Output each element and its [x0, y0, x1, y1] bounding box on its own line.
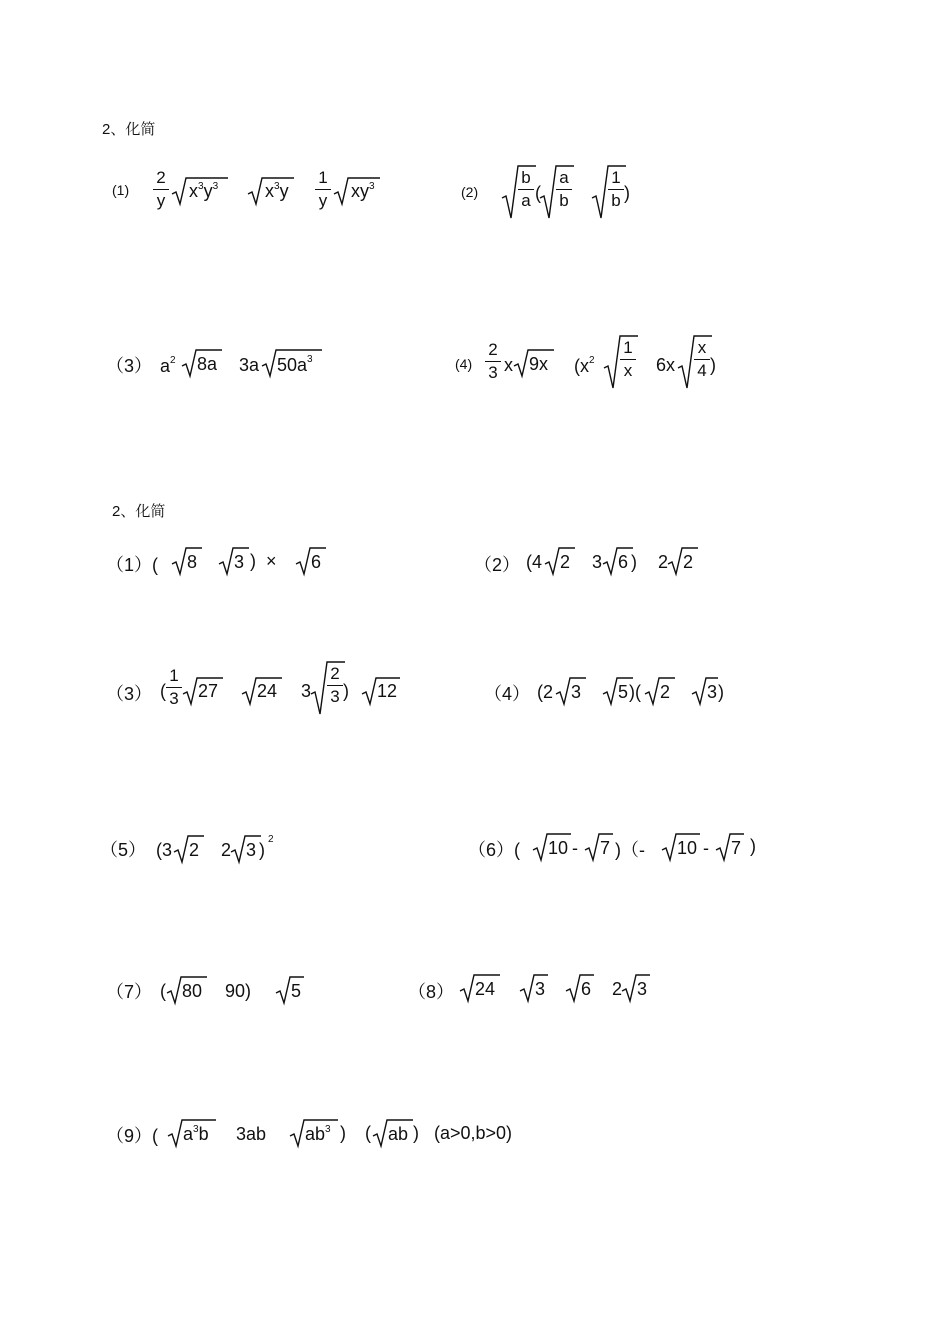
term: ($x^2$	[574, 355, 595, 376]
problem-label: (4)	[455, 356, 473, 372]
term: 6x	[656, 355, 676, 375]
radical: 3	[622, 973, 650, 1003]
radical: 7	[716, 832, 744, 862]
radical: 7	[585, 832, 613, 862]
radical: 3	[520, 973, 548, 1003]
section-heading: 2、化简	[102, 121, 156, 138]
fraction: 2 3	[485, 340, 501, 383]
radical: 6	[603, 546, 633, 576]
radical: 80	[167, 975, 207, 1005]
paren: (	[160, 981, 166, 1001]
radical: 2	[645, 676, 675, 706]
problem-label: （2）	[474, 555, 521, 575]
radical: 8	[172, 546, 202, 576]
radical: 2	[174, 834, 204, 864]
term: 3	[301, 681, 312, 701]
paren: )	[259, 840, 265, 860]
problem-label: (2)	[461, 184, 479, 200]
term: 3a	[239, 355, 260, 375]
radical: $xy^3$	[334, 176, 380, 206]
radical-fraction: 2 3	[311, 660, 345, 716]
radical: 5	[276, 975, 304, 1005]
term: 3ab	[236, 1124, 267, 1144]
problem-label: （3）	[106, 684, 153, 704]
radical: 10	[662, 832, 700, 862]
radical: $a^3b$	[168, 1118, 216, 1148]
radical: 24	[242, 676, 282, 706]
radical: 5	[603, 676, 633, 706]
condition: (a>0,b>0)	[434, 1123, 513, 1143]
operator: ) ×	[250, 551, 277, 571]
radical: 3	[556, 676, 586, 706]
problem-label: （7）	[106, 982, 153, 1002]
term: (3	[156, 840, 173, 860]
radical-fraction: 1 x	[604, 334, 638, 390]
paren: )	[343, 681, 349, 701]
radical: 2	[668, 546, 698, 576]
paren: )(	[629, 682, 641, 702]
paren: )	[750, 836, 756, 856]
term: 2	[612, 979, 623, 999]
term: x	[504, 355, 513, 375]
radical: ab	[373, 1118, 413, 1148]
radical: 3	[231, 834, 261, 864]
problem-label: （1）(	[106, 555, 159, 575]
paren: )	[710, 355, 716, 375]
radical-fraction: a b	[540, 164, 574, 220]
paren: (	[160, 681, 166, 701]
radical: $x^3y^3$	[172, 176, 228, 206]
paren: )	[413, 1123, 419, 1143]
radical: 10	[533, 832, 571, 862]
paren: )	[340, 1123, 346, 1143]
problem-label: （9）(	[106, 1126, 159, 1146]
problem-label: （5）	[100, 840, 147, 860]
problem-label: （8）	[408, 982, 455, 1002]
radical: 3	[692, 676, 718, 706]
problem-label: （6）(	[468, 840, 521, 860]
term: (2	[537, 682, 554, 702]
paren: (	[535, 183, 541, 203]
fraction: 1 3	[166, 666, 182, 709]
operator: -	[703, 838, 709, 858]
term: 2	[658, 552, 669, 572]
operator: -	[572, 838, 578, 858]
paren: )	[631, 552, 637, 572]
term: 3	[592, 552, 603, 572]
exponent: 2	[268, 834, 274, 845]
fraction-numerator: 2	[156, 168, 166, 187]
radical: 24	[460, 973, 500, 1003]
radical: 6	[566, 973, 594, 1003]
term: 90)	[225, 981, 252, 1001]
paren: (	[365, 1123, 371, 1143]
radical: 12	[362, 676, 400, 706]
fraction	[153, 168, 169, 211]
fraction-denominator: y	[156, 191, 166, 210]
paren: )	[624, 183, 630, 203]
radical-fraction: x 4	[678, 334, 712, 390]
term: (4	[526, 552, 543, 572]
problem-label: （3）	[106, 356, 153, 376]
fraction: 1 y	[315, 168, 331, 211]
radical: 6	[296, 546, 326, 576]
problem-label: （4）	[484, 684, 531, 704]
term: 2	[221, 840, 232, 860]
paren: )	[718, 682, 724, 702]
radical: 9x	[514, 348, 554, 378]
section-heading: 2、化简	[112, 503, 166, 520]
radical: $ab^3$	[290, 1118, 338, 1148]
radical: $50a^3$	[262, 348, 322, 378]
radical: 2	[545, 546, 575, 576]
radical-fraction: 1 b	[592, 164, 626, 220]
radical: $x^3y$	[248, 176, 294, 206]
paren: )（-	[615, 840, 645, 860]
radical: 27	[183, 676, 223, 706]
radical: 8a	[182, 348, 222, 378]
problem-label: (1)	[112, 182, 130, 198]
radical: 3	[219, 546, 249, 576]
term: $a^2$	[160, 355, 176, 376]
radical-fraction: b a	[502, 164, 536, 220]
